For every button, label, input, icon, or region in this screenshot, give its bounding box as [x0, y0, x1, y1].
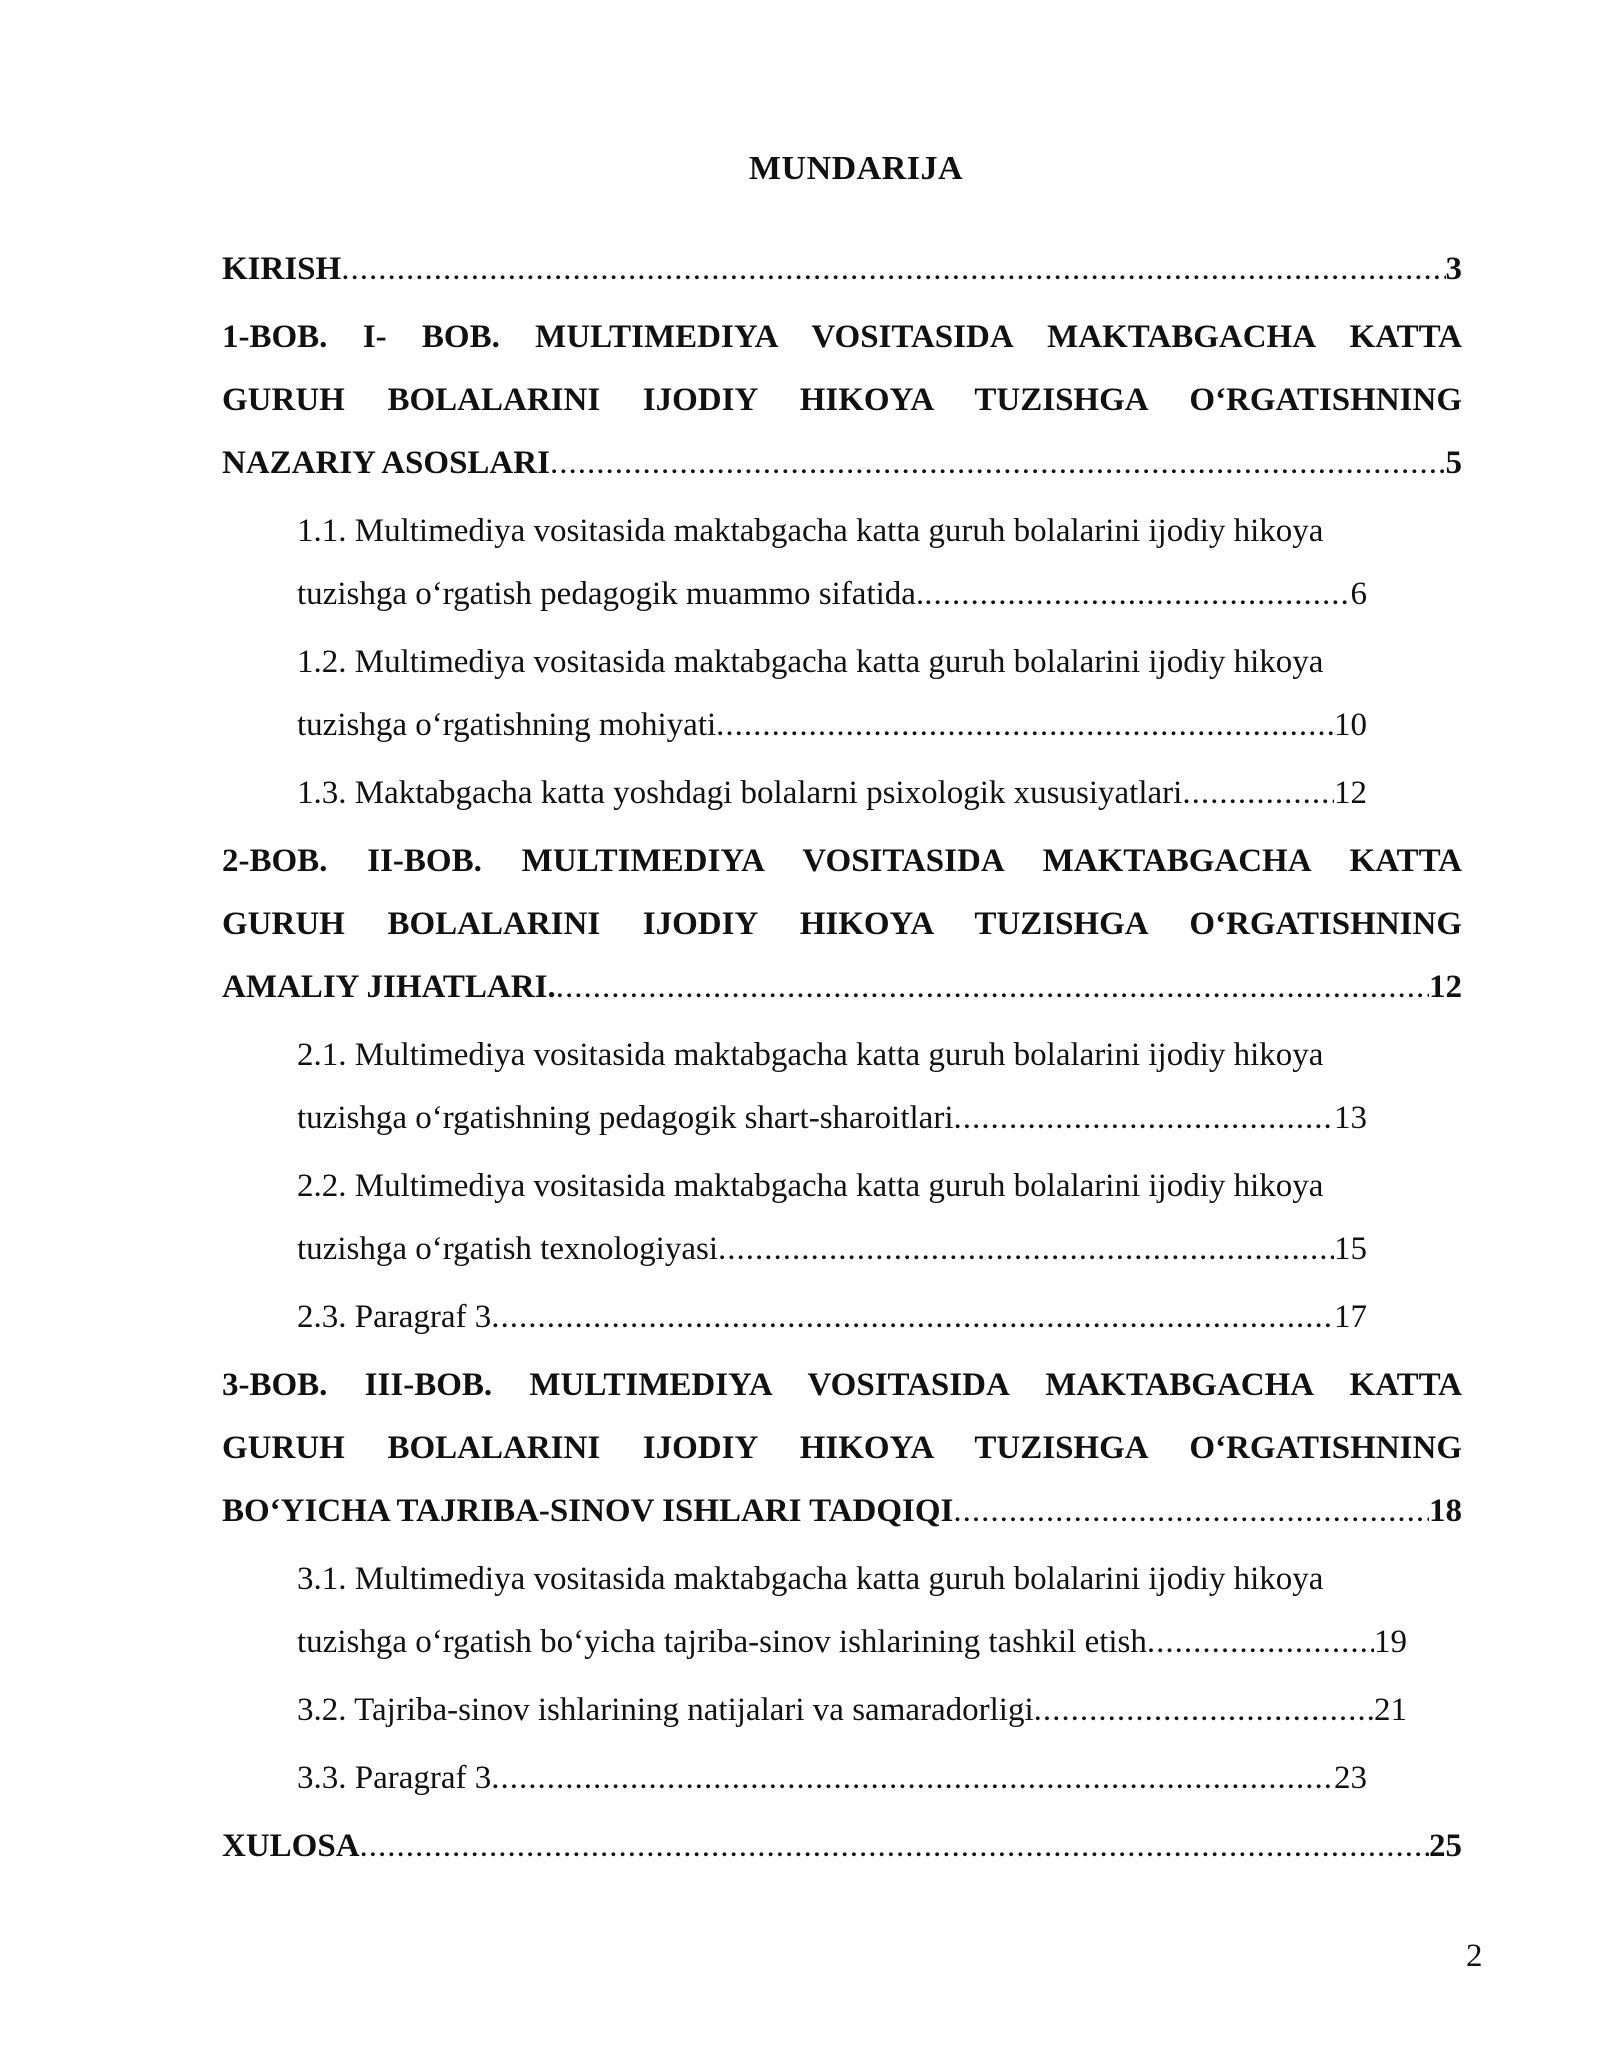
- toc-leader-line: [222, 1480, 1462, 1543]
- toc-entry-title-line: 3.1. Multimediya vositasida maktabgacha katta guruh bolalarini ijodiy hikoya: [297, 1561, 1324, 1597]
- dot-leader: [1034, 1679, 1374, 1742]
- toc-entry-section-1-1[interactable]: [222, 500, 1367, 626]
- toc-leader-line: [297, 762, 1367, 825]
- toc-page-number: 10: [1334, 707, 1367, 743]
- toc-leader-line: [297, 1679, 1407, 1742]
- toc-entry-section-3-2[interactable]: [222, 1679, 1407, 1742]
- toc-entry-title-line: 3-BOB. III-BOB. MULTIMEDIYA VOSITASIDA MAKTABGACHA KATTA: [222, 1367, 1462, 1403]
- toc-entry-title-line: 2.1. Multimediya vositasida maktabgacha katta guruh bolalarini ijodiy hikoya: [297, 1037, 1324, 1073]
- page-number: 2: [1466, 1938, 1483, 1974]
- toc-leader-line: [297, 694, 1367, 757]
- toc-entry-title-line: 1-BOB. I- BOB. MULTIMEDIYA VOSITASIDA MAKTABGACHA KATTA: [222, 319, 1462, 355]
- toc-page-number: 6: [1350, 576, 1367, 612]
- toc-entry-title-line: GURUH BOLALARINI IJODIY HIKOYA TUZISHGA O‘RGATISHNING: [222, 382, 1462, 418]
- toc-entry-section-3-3[interactable]: [222, 1747, 1367, 1810]
- dot-leader: [550, 432, 1446, 495]
- toc-leader-line: [297, 1747, 1367, 1810]
- toc-entry-title: tuzishga o‘rgatishning pedagogik shart-sharoitlari: [297, 1100, 954, 1136]
- dot-leader: [718, 1218, 1334, 1281]
- dot-leader: [341, 238, 1445, 301]
- dot-leader: [1147, 1611, 1374, 1674]
- toc-entry-section-1-2[interactable]: [222, 631, 1367, 757]
- toc-entry-title: BO‘YICHA TAJRIBA-SINOV ISHLARI TADQIQI: [222, 1493, 954, 1529]
- toc-leader-line: [222, 1815, 1462, 1878]
- toc-page-number: 12: [1334, 775, 1367, 811]
- dot-leader: [953, 1480, 1429, 1543]
- dot-leader: [716, 694, 1334, 757]
- toc-leader-line: [297, 1087, 1367, 1150]
- toc-leader-line: [222, 238, 1462, 301]
- toc-entry-title: 3.2. Tajriba-sinov ishlarining natijalari va samaradorligi: [297, 1692, 1034, 1728]
- toc-entry-section-1-3[interactable]: [222, 762, 1367, 825]
- toc-page-number: 18: [1429, 1493, 1462, 1529]
- toc-entry-title-line: 1.2. Multimediya vositasida maktabgacha katta guruh bolalarini ijodiy hikoya: [297, 644, 1324, 680]
- toc-entry-title: tuzishga o‘rgatishning mohiyati: [297, 707, 717, 743]
- toc-entry-title-line: GURUH BOLALARINI IJODIY HIKOYA TUZISHGA O‘RGATISHNING: [222, 906, 1462, 942]
- toc-leader-line: [297, 563, 1367, 626]
- toc-page-number: 5: [1445, 445, 1462, 481]
- toc-page-number: 12: [1429, 969, 1462, 1005]
- toc-entry-title-line: 2-BOB. II-BOB. MULTIMEDIYA VOSITASIDA MAKTABGACHA KATTA: [222, 843, 1462, 879]
- toc-entry-title: 1.3. Maktabgacha katta yoshdagi bolalarni psixologik xususiyatlari: [297, 775, 1183, 811]
- toc-entry-section-2-3[interactable]: [222, 1286, 1367, 1349]
- toc-entry-chapter-2[interactable]: [222, 830, 1462, 1019]
- toc-entry-title: tuzishga o‘rgatish bo‘yicha tajriba-sinov ishlarining tashkil etish: [297, 1624, 1147, 1660]
- toc-leader-line: [222, 432, 1462, 495]
- toc-entry-title: AMALIY JIHATLARI.: [222, 969, 556, 1005]
- toc-page-number: 3: [1445, 251, 1462, 287]
- dot-leader: [491, 1747, 1334, 1810]
- toc-entry-title-line: 2.2. Multimediya vositasida maktabgacha katta guruh bolalarini ijodiy hikoya: [297, 1168, 1324, 1204]
- toc-leader-line: [297, 1611, 1407, 1674]
- dot-leader: [1182, 762, 1334, 825]
- toc-entry-title: 3.3. Paragraf 3: [297, 1760, 492, 1796]
- toc-page-number: 13: [1334, 1100, 1367, 1136]
- toc-entry-kirish[interactable]: [222, 238, 1462, 301]
- toc-page-number: 19: [1374, 1624, 1407, 1660]
- toc-entry-title: XULOSA: [222, 1828, 360, 1864]
- toc-leader-line: [297, 1218, 1367, 1281]
- toc-leader-line: [222, 956, 1462, 1019]
- table-of-contents: [222, 238, 1462, 1883]
- toc-entry-section-2-1[interactable]: [222, 1024, 1367, 1150]
- toc-entry-title: KIRISH: [222, 251, 342, 287]
- toc-entry-title: tuzishga o‘rgatish texnologiyasi: [297, 1231, 718, 1267]
- toc-entry-section-3-1[interactable]: [222, 1548, 1407, 1674]
- toc-entry-chapter-3[interactable]: [222, 1354, 1462, 1543]
- dot-leader: [360, 1815, 1429, 1878]
- dot-leader: [954, 1087, 1335, 1150]
- page-title: MUNDARIJA: [748, 150, 964, 187]
- toc-entry-title: NAZARIY ASOSLARI: [222, 445, 550, 481]
- toc-page-number: 23: [1334, 1760, 1367, 1796]
- toc-page-number: 15: [1334, 1231, 1367, 1267]
- toc-entry-title: 2.3. Paragraf 3: [297, 1299, 492, 1335]
- toc-page-number: 25: [1429, 1828, 1462, 1864]
- toc-entry-section-2-2[interactable]: [222, 1155, 1367, 1281]
- toc-page-number: 21: [1374, 1692, 1407, 1728]
- dot-leader: [556, 956, 1429, 1019]
- toc-entry-chapter-1[interactable]: [222, 306, 1462, 495]
- toc-entry-xulosa[interactable]: [222, 1815, 1462, 1878]
- toc-entry-title-line: 1.1. Multimediya vositasida maktabgacha katta guruh bolalarini ijodiy hikoya: [297, 513, 1324, 549]
- dot-leader: [924, 563, 1350, 626]
- toc-entry-title-line: GURUH BOLALARINI IJODIY HIKOYA TUZISHGA O‘RGATISHNING: [222, 1430, 1462, 1466]
- dot-leader: [491, 1286, 1334, 1349]
- toc-page-number: 17: [1334, 1299, 1367, 1335]
- toc-entry-title: tuzishga o‘rgatish pedagogik muammo sifatida.: [297, 576, 925, 612]
- toc-leader-line: [297, 1286, 1367, 1349]
